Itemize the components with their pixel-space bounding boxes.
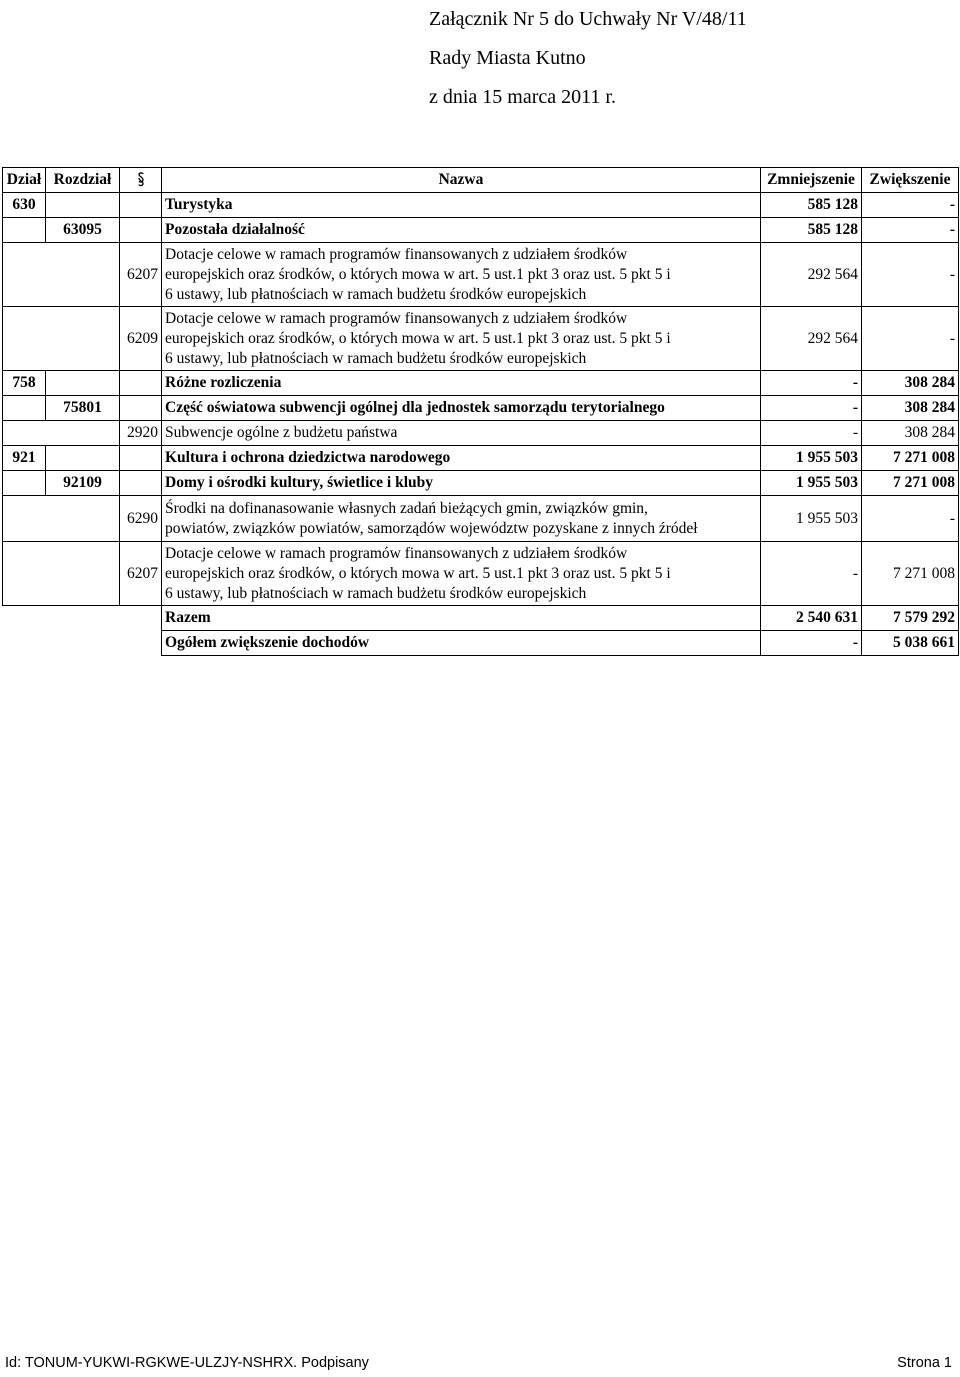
nazwa-cell: Subwencje ogólne z budżetu państwa (162, 421, 761, 446)
zmniejszenie-cell: 292 564 (761, 243, 862, 307)
nazwa-cell (162, 542, 761, 606)
nazwa-line: Dotacje celowe w ramach programów finansowanych z udziałem środków (165, 245, 628, 263)
zmniejszenie-cell: - (761, 396, 862, 421)
zwiekszenie-cell: - (862, 307, 959, 371)
nazwa-cell: Kultura i ochrona dziedzictwa narodowego (162, 446, 761, 471)
budget-table (2, 167, 959, 656)
nazwa-line: 6 ustawy, lub płatnościach w ramach budżetu środków europejskich (165, 349, 587, 367)
table-row (3, 446, 959, 471)
col-header-nazwa: Nazwa (162, 168, 761, 193)
nazwa-cell: Część oświatowa subwencji ogólnej dla jednostek samorządu terytorialnego (162, 396, 761, 421)
nazwa-line: powiatów, związków powiatów, samorządów województw pozyskane z innych źródeł (165, 519, 698, 537)
col-header-paragraf (120, 168, 162, 193)
table-row (3, 193, 959, 218)
zwiekszenie-cell: 308 284 (862, 421, 959, 446)
dzial-cell (3, 218, 46, 243)
paragraf-cell (120, 371, 162, 396)
page-number: Strona 1 (897, 1355, 952, 1371)
col-header-zmniejszenie: Zmniejszenie (761, 168, 862, 193)
rozdzial-cell (46, 371, 120, 396)
grand-total-zwiekszenie: 5 038 661 (862, 631, 959, 656)
col-header-rozdzial: Rozdział (46, 168, 120, 193)
rozdzial-cell (46, 193, 120, 218)
grand-total-row (3, 631, 959, 656)
document-header (429, 0, 747, 117)
nazwa-cell: Pozostała działalność (162, 218, 761, 243)
grand-total-zmniejszenie: - (761, 631, 862, 656)
nazwa-cell: Domy i ośrodki kultury, świetlice i kluby (162, 471, 761, 496)
dzial-cell: 921 (3, 446, 46, 471)
table-row (3, 496, 959, 542)
nazwa-line: europejskich oraz środków, o których mowa w art. 5 ust.1 pkt 3 oraz ust. 5 pkt 5 i (165, 564, 671, 582)
zmniejszenie-cell: 585 128 (761, 193, 862, 218)
table-header-row (3, 168, 959, 193)
nazwa-line: Dotacje celowe w ramach programów finansowanych z udziałem środków (165, 544, 628, 562)
paragraf-cell: 6207 (120, 243, 162, 307)
nazwa-line: Środki na dofinanasowanie własnych zadań bieżących gmin, związków gmin, (165, 499, 648, 517)
paragraf-cell: 6207 (120, 542, 162, 606)
table-row (3, 421, 959, 446)
zwiekszenie-cell: - (862, 218, 959, 243)
nazwa-line: europejskich oraz środków, o których mowa w art. 5 ust.1 pkt 3 oraz ust. 5 pkt 5 i (165, 329, 671, 347)
rozdzial-cell: 63095 (46, 218, 120, 243)
dzial-cell: 758 (3, 371, 46, 396)
total-row (3, 606, 959, 631)
empty-cell (3, 606, 162, 631)
nazwa-line: europejskich oraz środków, o których mowa w art. 5 ust.1 pkt 3 oraz ust. 5 pkt 5 i (165, 265, 671, 283)
zmniejszenie-cell: 1 955 503 (761, 446, 862, 471)
zmniejszenie-cell: - (761, 371, 862, 396)
empty-cell (3, 307, 120, 371)
table-row (3, 396, 959, 421)
zwiekszenie-cell: - (862, 193, 959, 218)
zwiekszenie-cell: 308 284 (862, 396, 959, 421)
nazwa-line: Dotacje celowe w ramach programów finansowanych z udziałem środków (165, 309, 628, 327)
dzial-cell: 630 (3, 193, 46, 218)
zmniejszenie-cell: 585 128 (761, 218, 862, 243)
nazwa-cell: Różne rozliczenia (162, 371, 761, 396)
zmniejszenie-cell: - (761, 542, 862, 606)
paragraf-cell (120, 193, 162, 218)
rozdzial-cell: 75801 (46, 396, 120, 421)
nazwa-cell (162, 307, 761, 371)
dzial-cell (3, 471, 46, 496)
header-line-date: z dnia 15 marca 2011 r. (429, 86, 616, 108)
table-row (3, 371, 959, 396)
zwiekszenie-cell: - (862, 243, 959, 307)
nazwa-cell (162, 243, 761, 307)
header-line-council: Rady Miasta Kutno (429, 47, 586, 69)
paragraf-cell (120, 446, 162, 471)
dzial-cell (3, 396, 46, 421)
grand-total-label: Ogółem zwiększenie dochodów (162, 631, 761, 656)
zmniejszenie-cell: - (761, 421, 862, 446)
paragraf-cell (120, 218, 162, 243)
total-zmniejszenie: 2 540 631 (761, 606, 862, 631)
total-label: Razem (162, 606, 761, 631)
nazwa-cell (162, 496, 761, 542)
zwiekszenie-cell: 7 271 008 (862, 446, 959, 471)
empty-cell (3, 421, 120, 446)
header-line-attachment: Załącznik Nr 5 do Uchwały Nr V/48/11 (429, 8, 747, 30)
paragraf-cell: 6290 (120, 496, 162, 542)
zmniejszenie-cell: 1 955 503 (761, 496, 862, 542)
page-footer (5, 1355, 952, 1371)
table-row (3, 542, 959, 606)
empty-cell (3, 496, 120, 542)
nazwa-line: 6 ustawy, lub płatnościach w ramach budżetu środków europejskich (165, 285, 587, 303)
table-row (3, 243, 959, 307)
paragraf-cell (120, 396, 162, 421)
col-header-zwiekszenie: Zwiększenie (862, 168, 959, 193)
zmniejszenie-cell: 292 564 (761, 307, 862, 371)
table-row (3, 218, 959, 243)
paragraf-cell: 6209 (120, 307, 162, 371)
empty-cell (3, 631, 162, 656)
paragraf-cell (120, 471, 162, 496)
empty-cell (3, 243, 120, 307)
rozdzial-cell (46, 446, 120, 471)
col-header-dzial: Dział (3, 168, 46, 193)
zmniejszenie-cell: 1 955 503 (761, 471, 862, 496)
nazwa-line: 6 ustawy, lub płatnościach w ramach budżetu środków europejskich (165, 584, 587, 602)
rozdzial-cell: 92109 (46, 471, 120, 496)
nazwa-cell: Turystyka (162, 193, 761, 218)
zwiekszenie-cell: - (862, 496, 959, 542)
section-sign-icon (137, 172, 145, 188)
total-zwiekszenie: 7 579 292 (862, 606, 959, 631)
zwiekszenie-cell: 7 271 008 (862, 471, 959, 496)
zwiekszenie-cell: 308 284 (862, 371, 959, 396)
paragraf-cell: 2920 (120, 421, 162, 446)
empty-cell (3, 542, 120, 606)
document-id: Id: TONUM-YUKWI-RGKWE-ULZJY-NSHRX. Podpisany (5, 1355, 369, 1371)
table-row (3, 307, 959, 371)
table-row (3, 471, 959, 496)
zwiekszenie-cell: 7 271 008 (862, 542, 959, 606)
